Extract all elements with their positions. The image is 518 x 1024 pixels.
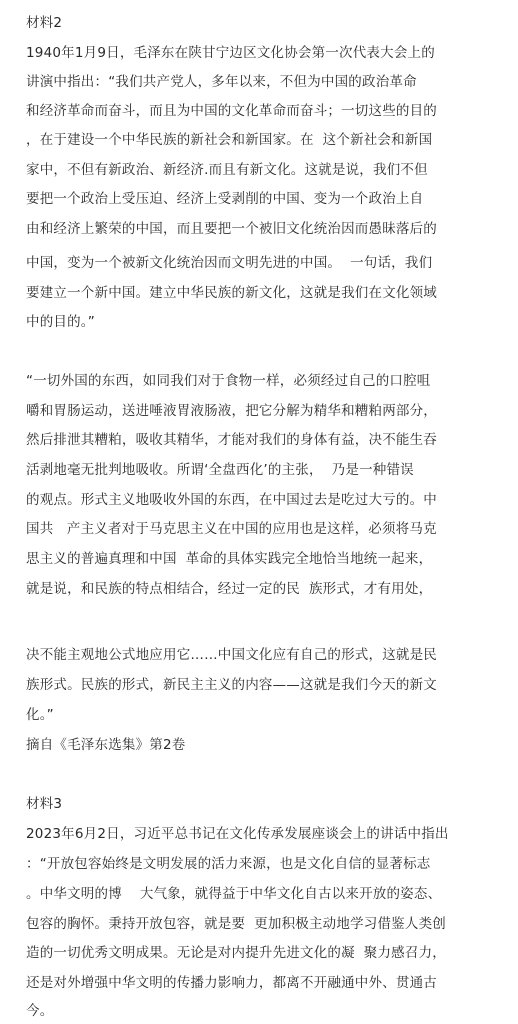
material2-line: ，在于建设一个中华民族的新社会和新国家。在 这个新社会和新国: [26, 132, 433, 148]
material3-heading: 材料3: [26, 796, 63, 812]
material3-line: 。中华文明的博 大气象，就得益于中华文化自古以来开放的姿态、: [26, 886, 442, 902]
quote-line: 国共 产主义者对于马克思主义在中国的应用也是这样，必须将马克: [26, 521, 437, 537]
quote-line: 化。”: [26, 707, 54, 723]
quote-line: 决不能主观地公式地应用它……中国文化应有自己的形式，这就是民: [26, 647, 437, 663]
quote-line: 思主义的普遍真理和中国 革命的具体实践完全地恰当地统一起来，: [26, 551, 433, 567]
quote-line: 就是说，和民族的特点相结合，经过一定的民 族形式，才有用处，: [26, 581, 433, 597]
quote-line: 然后排泄其糟粕，吸收其精华，才能对我们的身体有益，决不能生吞: [26, 432, 437, 448]
quote-line: “一切外国的东西，如同我们对于食物一样，必须经过自己的口腔咀: [26, 373, 431, 389]
material3-line: 包容的胸怀。秉持开放包容，就是要 更加积极主动地学习借鉴人类创: [26, 916, 446, 932]
material2-line: 要把一个政治上受压迫、经济上受剥削的中国、变为一个政治上自: [26, 191, 424, 207]
material2-line: 和经济革命而奋斗，而且为中国的文化革命而奋斗；一切这些的目的: [26, 103, 437, 119]
material3-line: 2023年6月2日，习近平总书记在文化传承发展座谈会上的讲话中指出: [26, 826, 449, 842]
material2-line: 中国，变为一个被新文化统治因而文明先进的中国。 一句话，我们: [26, 255, 433, 271]
material2-line: 讲演中指出：“我们共产党人，多年以来，不但为中国的政治革命: [26, 74, 417, 90]
material3-line: 造的一切优秀文明成果。无论是对内提升先进文化的凝 聚力感召力，: [26, 945, 446, 961]
quote-line: 的观点。形式主义地吸收外国的东西，在中国过去是吃过大亏的。中: [26, 492, 437, 508]
material2-heading: 材料2: [26, 15, 63, 31]
quote-line: 嚼和胃肠运动，送进唾液胃液肠液，把它分解为精华和糟粕两部分，: [26, 403, 437, 419]
material3-line: 还是对外增强中华文明的传播力影响力，都离不开融通中外、贯通古: [26, 975, 437, 991]
material2-line: 家中，不但有新政治、新经济.而且有新文化。这就是说，我们不但: [26, 162, 428, 178]
material3-line: ：“开放包容始终是文明发展的活力来源，也是文化自信的显著标志: [26, 856, 431, 872]
material2-line: 中的目的。”: [26, 314, 95, 330]
source-citation: 摘自《毛泽东选集》第2卷: [26, 737, 186, 753]
quote-line: 族形式。民族的形式，新民主主义的内容——这就是我们今天的新文: [26, 677, 437, 693]
material2-line: 要建立一个新中国。建立中华民族的新文化，这就是我们在文化领域: [26, 285, 437, 301]
material3-line: 今。: [26, 1003, 54, 1019]
material2-line: 由和经济上繁荣的中国，而且要把一个被旧文化统治因而愚昧落后的: [26, 221, 437, 237]
quote-line: 活剥地毫无批判地吸收。所谓‘全盘西化’的主张， 乃是一种错误: [26, 462, 414, 478]
material2-line: 1940年1月9日，毛泽东在陕甘宁边区文化协会第一次代表大会上的: [26, 45, 435, 61]
